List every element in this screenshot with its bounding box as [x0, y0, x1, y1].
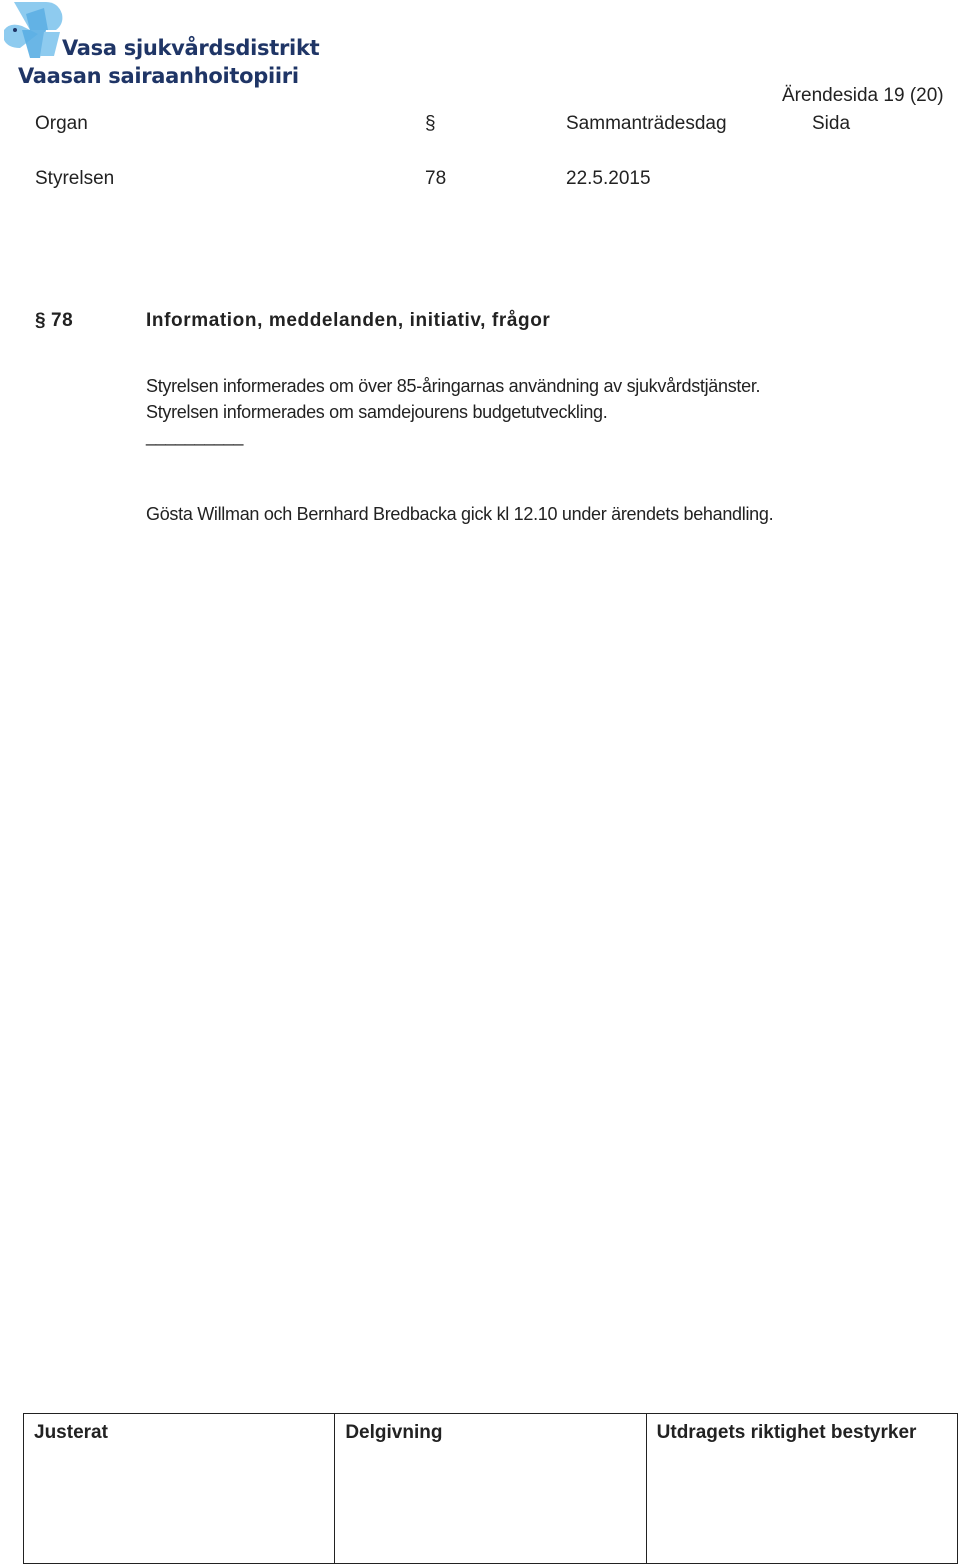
footer-utdrag: Utdragets riktighet bestyrker [656, 1422, 917, 1443]
section-number: 78 [51, 310, 74, 331]
header-paragraph-label: § [425, 113, 436, 134]
logo-text-finnish: Vaasan sairaanhoitopiiri [18, 64, 299, 88]
separator-line: __________ [146, 426, 244, 446]
header-meeting-date-label: Sammanträdesdag [566, 113, 727, 134]
footer-justerat: Justerat [24, 1414, 335, 1563]
page-number-label: Ärendesida 19 (20) [782, 85, 944, 106]
header-organ-label: Organ [35, 113, 88, 134]
footer-delgivning: Delgivning [335, 1414, 646, 1563]
signature-table [23, 1413, 958, 1564]
paragraph-value: 78 [425, 168, 447, 189]
logo-text-swedish: Vasa sjukvårdsdistrikt [62, 36, 320, 60]
organ-value: Styrelsen [35, 168, 115, 189]
body-line-2: Styrelsen informerades om samdejourens budgetutveckling. [146, 402, 608, 422]
section-symbol: § [35, 310, 47, 331]
body-note: Gösta Willman och Bernhard Bredbacka gick kl 12.10 under ärendets behandling. [146, 504, 774, 524]
meeting-date-value: 22.5.2015 [566, 168, 651, 189]
header-page-label: Sida [812, 113, 851, 134]
section-title: Information, meddelanden, initiativ, frågor [146, 310, 551, 331]
body-line-1: Styrelsen informerades om över 85-åringarnas användning av sjukvårdstjänster. [146, 376, 761, 396]
